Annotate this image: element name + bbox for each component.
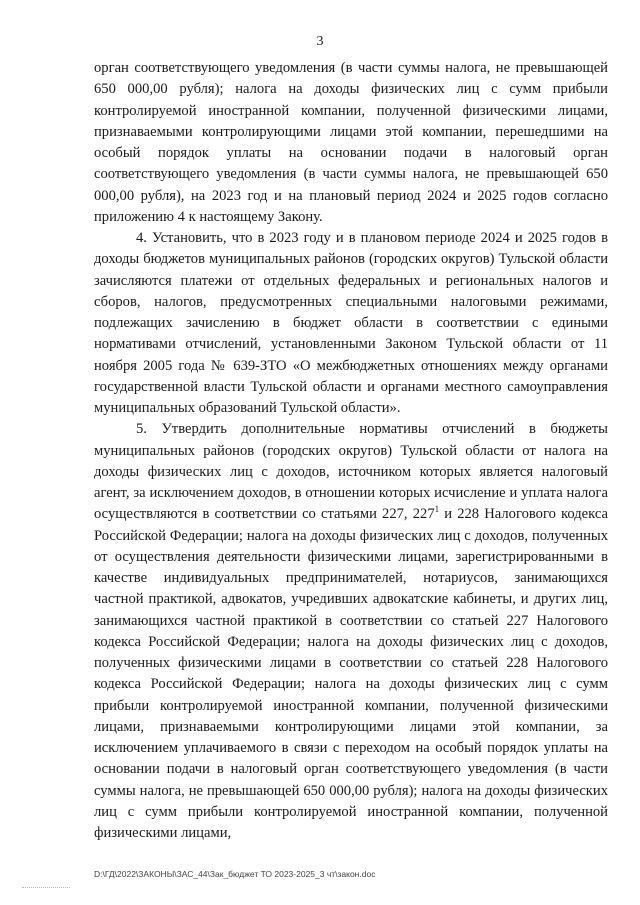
- file-path-footer: D:\ГД\2022\ЗАКОНЫ\ЗАС_44\Зак_бюджет ТО 2023-2025_3 чт\закон.doc: [94, 869, 376, 879]
- scan-artifact: [22, 887, 70, 890]
- paragraph-item-5: [94, 419, 608, 844]
- paragraph-item-4: 4. Установить, что в 2023 году и в плановом периоде 2024 и 2025 годов в доходы бюджетов муниципальных районов (городских округов) Тульской области зачисляются платежи от отдельных федеральных и региональных налогов и сборов, налогов, предусмотренных специальными налоговыми режимами, подлежащих зачислению в бюджет области в соответствии с едиными нормативами отчислений, установленными Законом Тульской области от 11 ноября 2005 года № 639-ЗТО «О межбюджетных отношениях между органами государственной власти Тульской области и органами местного самоуправления муниципальных образований Тульской области».: [94, 230, 608, 416]
- document-body: [94, 58, 608, 844]
- article-superscript: 1: [434, 504, 440, 515]
- item-5-text-start: 5. Утвердить дополнительные нормативы отчислений в бюджеты муниципальных районов (городских округов) Тульской области от налога на доходы физических лиц с доходов, источником которых является налоговый агент, за исключением доходов, в отношении которых исчисление и уплата налога осуществляются в соответствии со статьями 227, 227: [94, 421, 608, 523]
- item-5-text-end: и 228 Налогового кодекса Российской Федерации; налога на доходы физических лиц с доходов, полученных от осуществления деятельности физическими лицами, зарегистрированными в качестве индивидуальных предпринимателей, нотариусов, занимающихся частной практикой, адвокатов, учредивших адвокатские кабинеты, и других лиц, занимающихся частной практикой в соответствии со статьей 227 Налогового кодекса Российской Федерации; налога на доходы физических лиц с доходов, полученных физическими лицами в соответствии со статьей 228 Налогового кодекса Российской Федерации; налога на доходы физических лиц с сумм прибыли контролируемой иностранной компании, полученной физическими лицами, признаваемыми контролирующими лицами этой компании, за исключением уплачиваемого в связи с переходом на особый порядок уплаты на основании подачи в налоговый орган соответствующего уведомления (в части суммы налога, не превышающей 650 000,00 рубля); налога на доходы физических лиц с сумм прибыли контролируемой иностранной компании, полученной физическими лицами,: [94, 506, 609, 841]
- page-number: 3: [316, 34, 324, 49]
- paragraph-continuation: орган соответствующего уведомления (в части суммы налога, не превышающей 650 000,00 рубля); налога на доходы физических лиц с сумм прибыли контролируемой иностранной компании, полученной физическими лицами, признаваемыми контролирующими лицами этой компании, перешедшими на особый порядок уплаты на основании подачи в налоговый орган соответствующего уведомления (в части суммы налога, не превышающей 650 000,00 рубля), на 2023 год и на плановый период 2024 и 2025 годов согласно приложению 4 к настоящему Закону.: [94, 60, 608, 225]
